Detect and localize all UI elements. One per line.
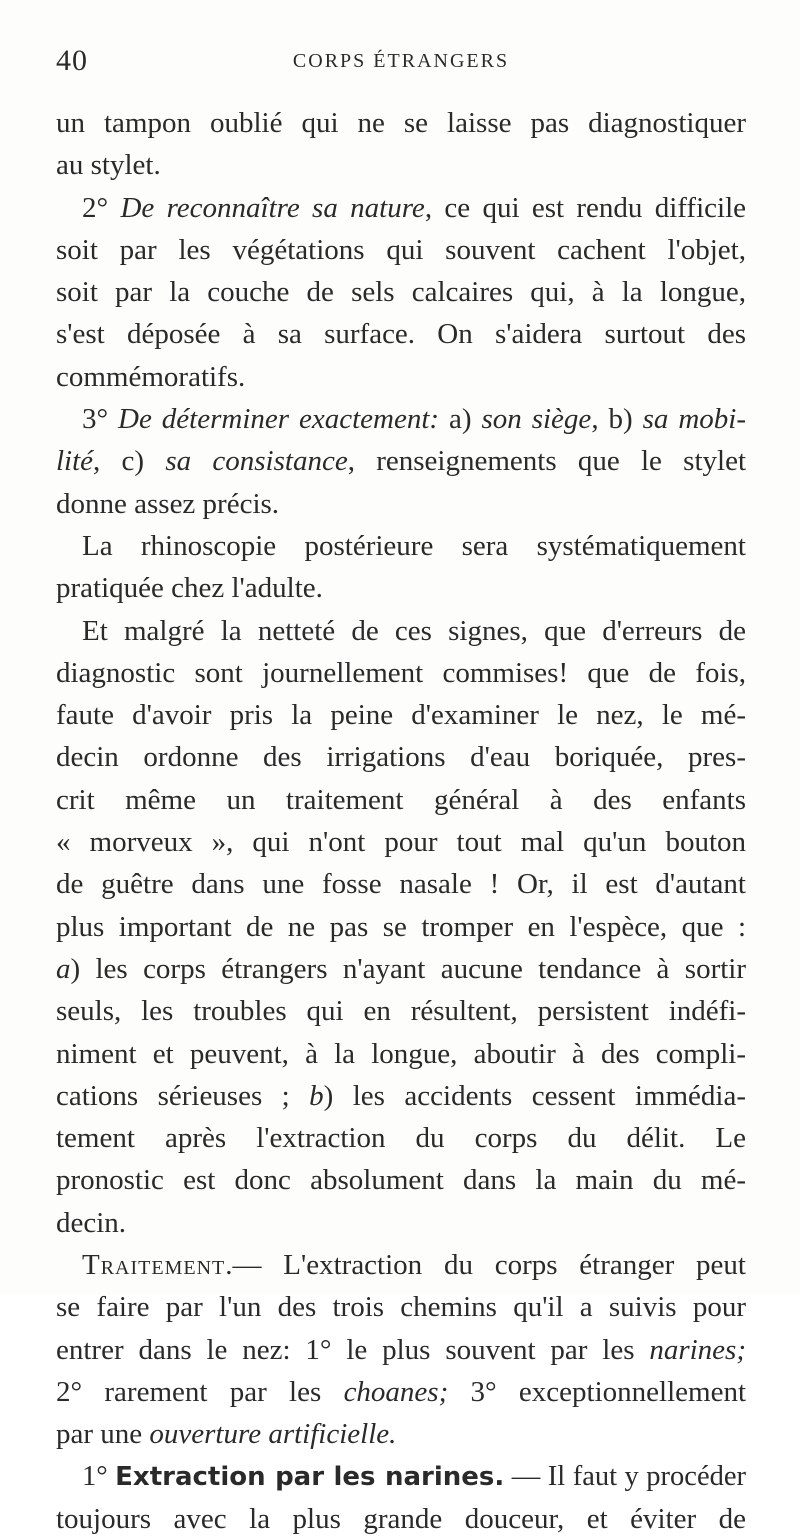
text-segment: decin ordonne des irrigations d'eau boriquée, pres-	[56, 741, 746, 774]
text-segment: seuls, les troubles qui en résultent, persistent indéfi-	[56, 995, 746, 1028]
text-segment: narines;	[649, 1333, 746, 1366]
page-number: 40	[56, 44, 88, 77]
text-line	[56, 567, 746, 609]
text-line	[56, 948, 746, 990]
text-segment: La rhinoscopie postérieure sera systématiquement	[82, 529, 746, 562]
text-segment: toujours avec la plus grande douceur, et éviter de	[56, 1502, 746, 1535]
text-segment: 1°	[82, 1460, 116, 1492]
text-line	[56, 1286, 746, 1328]
text-segment: ouverture artificielle.	[149, 1418, 397, 1451]
text-segment: decin.	[56, 1206, 127, 1239]
text-segment: « morveux », qui n'ont pour tout mal qu'un bouton	[56, 826, 746, 859]
text-line	[56, 652, 746, 694]
text-segment: commémoratifs.	[56, 360, 246, 393]
text-segment: lité	[56, 445, 94, 478]
text-segment: 2°	[82, 191, 121, 224]
text-line	[56, 187, 746, 229]
text-segment: soit par la couche de sels calcaires qui, à la longue,	[56, 276, 746, 309]
text-line	[56, 1413, 746, 1455]
text-segment: s'est déposée à sa surface. On s'aidera surtout des	[56, 318, 746, 351]
text-segment: soit par les végétations qui souvent cachent l'objet,	[56, 233, 746, 266]
text-segment: par une	[56, 1418, 150, 1451]
text-segment: — Il faut y procéder	[504, 1460, 746, 1492]
text-segment: 3°	[82, 403, 119, 436]
text-line	[56, 1117, 746, 1159]
text-line	[56, 483, 746, 525]
text-segment: choanes;	[343, 1375, 449, 1408]
body-text	[56, 102, 746, 1540]
text-segment: pratiquée chez l'adulte.	[56, 572, 323, 605]
text-segment: De reconnaître sa nature	[120, 191, 425, 224]
text-segment: pronostic est donc absolument dans la main du mé-	[56, 1164, 746, 1197]
text-segment: au stylet.	[56, 149, 161, 182]
text-line	[56, 525, 746, 567]
text-segment: a)	[439, 403, 482, 436]
text-segment: Et malgré la netteté de ces signes, que d'erreurs de	[82, 614, 746, 647]
text-segment: entrer dans le nez: 1° le plus souvent par les	[56, 1333, 650, 1366]
text-segment: de guêtre dans une fosse nasale ! Or, il est d'autant	[56, 868, 746, 901]
text-line	[56, 102, 746, 144]
text-line	[56, 1244, 746, 1286]
text-line	[56, 1371, 746, 1413]
text-line	[56, 694, 746, 736]
text-segment: faute d'avoir pris la peine d'examiner le nez, le mé-	[56, 699, 746, 732]
text-segment: b	[309, 1079, 324, 1112]
text-segment: , renseignements que le stylet	[347, 445, 747, 478]
text-segment: Traitement	[82, 1249, 226, 1282]
text-line	[56, 398, 746, 440]
text-segment: De déterminer exactement:	[118, 403, 440, 436]
text-line	[56, 1075, 746, 1117]
text-segment: cations sérieuses ;	[56, 1079, 310, 1112]
text-line	[56, 229, 746, 271]
text-line	[56, 1498, 746, 1540]
text-segment: plus important de ne pas se tromper en l'espèce, que :	[56, 910, 746, 943]
text-line	[56, 779, 746, 821]
text-segment: , c)	[93, 445, 166, 478]
text-line	[56, 1202, 746, 1244]
text-segment: son siège	[481, 403, 592, 436]
text-line	[56, 313, 746, 355]
text-segment: 2° rarement par les	[56, 1375, 344, 1408]
text-line	[56, 610, 746, 652]
text-segment: tement après l'extraction du corps du délit. Le	[56, 1122, 746, 1155]
text-segment: niment et peuvent, à la longue, aboutir à des compli-	[56, 1037, 746, 1070]
text-segment: Extraction par les narines.	[115, 1461, 505, 1492]
text-line	[56, 1329, 746, 1371]
text-line	[56, 271, 746, 313]
text-segment: un tampon oublié qui ne se laisse pas diagnostiquer	[56, 107, 746, 139]
text-segment: ) les corps étrangers n'ayant aucune tendance à sortir	[70, 952, 746, 985]
text-segment: diagnostic sont journellement commises! que de fois,	[56, 656, 746, 689]
text-segment: , b)	[591, 403, 643, 436]
text-segment: ) les accidents cessent immédia-	[323, 1079, 746, 1112]
text-line	[56, 1456, 746, 1498]
text-segment: .— L'extraction du corps étranger peut	[225, 1249, 746, 1282]
text-segment: donne assez précis.	[56, 487, 280, 520]
text-segment: sa mobi-	[642, 403, 746, 436]
text-segment: , ce qui est rendu difficile	[424, 191, 747, 224]
text-segment: a	[56, 952, 71, 985]
text-segment: se faire par l'un des trois chemins qu'il a suivis pour	[56, 1291, 746, 1324]
text-line	[56, 144, 746, 186]
text-segment: sa consistance	[165, 445, 348, 478]
text-line	[56, 440, 746, 482]
text-segment: 3° exceptionnellement	[448, 1375, 747, 1408]
text-line	[56, 356, 746, 398]
text-line	[56, 990, 746, 1032]
page-header	[56, 44, 746, 84]
text-line	[56, 906, 746, 948]
text-segment: crit même un traitement général à des enfants	[56, 783, 746, 816]
text-line	[56, 736, 746, 778]
text-line	[56, 1033, 746, 1075]
text-line	[56, 863, 746, 905]
text-line	[56, 821, 746, 863]
text-line	[56, 1159, 746, 1201]
running-head: CORPS ÉTRANGERS	[292, 50, 510, 72]
